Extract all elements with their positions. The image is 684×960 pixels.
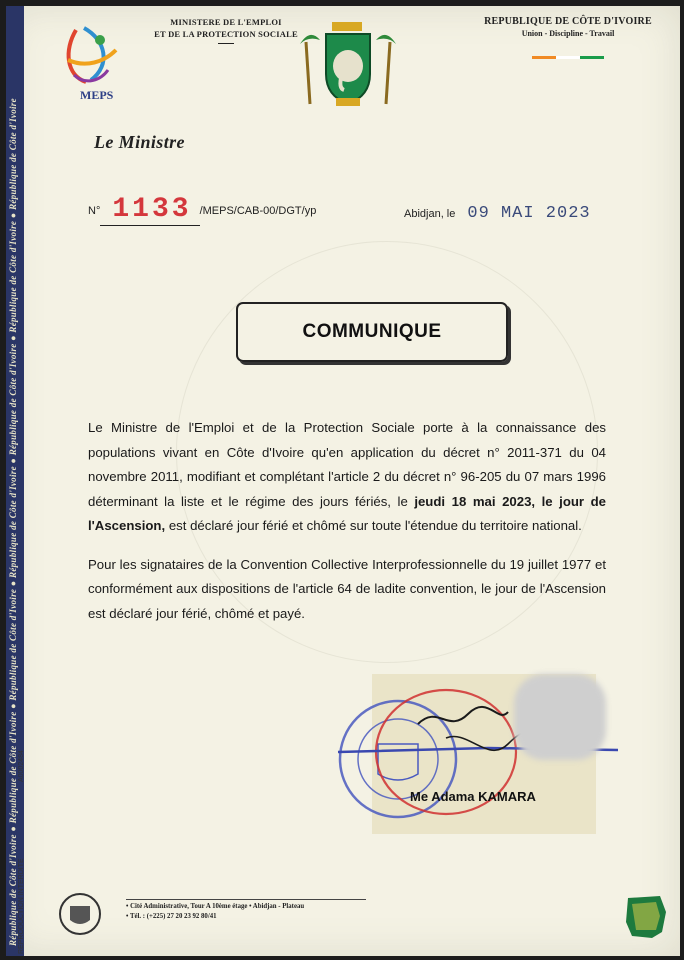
country-map-icon [622, 892, 670, 942]
communique-heading: COMMUNIQUE [302, 321, 442, 342]
serial-number: A0002484 [18, 750, 25, 782]
reproduction-notice: REPRODUCTION INTERDITE [18, 858, 25, 954]
paragraph-2: Pour les signataires de la Convention Collective Interprofessionnelle du 19 juillet 1977 et conformément aux dispositions de l'article 64 de ladite convention, le jour de l'Ascension est déclaré jour férié, chômé et payé. [88, 556, 606, 621]
ministry-line-2: ET DE LA PROTECTION SOCIALE [154, 29, 298, 39]
script-title: Le Ministre [94, 132, 185, 152]
footer-emblem-icon [58, 892, 102, 936]
footer-address [126, 899, 366, 922]
coat-of-arms-icon [298, 18, 398, 110]
paragraph-1 [88, 416, 606, 539]
republic-motto: Union - Discipline - Travail [521, 29, 615, 38]
signer-name: Me Adama KAMARA [410, 789, 536, 804]
ministry-line-1: MINISTERE DE L'EMPLOI [170, 17, 282, 27]
footer-line-2: • Tél. : (+225) 27 20 23 92 80/41 [126, 913, 217, 920]
national-flag-bar [532, 46, 604, 49]
paragraph-1-bold: jeudi 18 mai 2023, le jour de l'Ascension, [88, 493, 606, 533]
reference-line [88, 194, 316, 226]
security-strip-text: République de Côte d'Ivoire ● République de Côte d'Ivoire ● République de Côte d'Ivoire ● République de Côte d'Ivoire ● République de Côte d'Ivoire ● République de Côte d'Ivoire ● République de Côte d'Ivoire [8, 98, 18, 946]
reference-suffix: /MEPS/CAB-00/DGT/yp [199, 205, 317, 217]
republic-title: REPUBLIQUE DE CÔTE D'IVOIRE [484, 16, 652, 27]
document-page [6, 6, 680, 956]
meps-logo-text: MEPS [80, 88, 114, 102]
date-stamp: 09 MAI 2023 [467, 204, 591, 223]
ministry-header [136, 16, 316, 44]
paragraph-1-end: est déclaré jour férié et chômé sur toute l'étendue du territoire national. [165, 518, 582, 533]
date-place: Abidjan, le [404, 208, 456, 220]
ministry-divider [218, 43, 234, 44]
reference-prefix: N° [88, 205, 101, 217]
footer-line-1: • Cité Administrative, Tour A 10ème étage • Abidjan - Plateau [126, 903, 305, 910]
reference-number: 1133 [100, 194, 199, 226]
date-line [404, 204, 591, 223]
redacted-signature-blur [514, 674, 606, 760]
communique-body [88, 416, 606, 640]
republic-header [478, 16, 658, 38]
communique-heading-box [236, 302, 508, 362]
paragraph-1-start: Le Ministre de l'Emploi et de la Protection Sociale porte à la connaissance des populations vivant en Côte d'Ivoire qu'en application du décret n° 2011-371 du 04 novembre 2011, modifiant et complétant l'article 2 du décret n° 96-205 du 07 mars 1996 déterminant la liste et le régime des jours fériés, le [88, 420, 606, 509]
